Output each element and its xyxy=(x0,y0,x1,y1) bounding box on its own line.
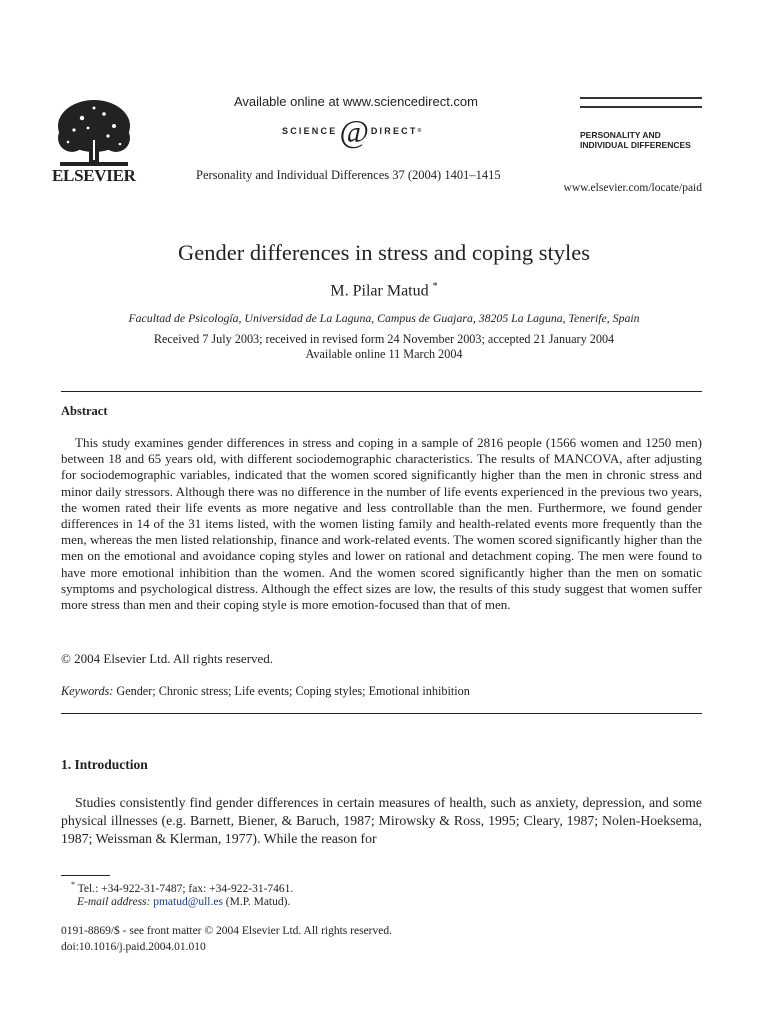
email-link[interactable]: pmatud@ull.es xyxy=(153,896,223,908)
journal-rule-top xyxy=(580,97,702,99)
journal-name-line2: INDIVIDUAL DIFFERENCES xyxy=(580,140,691,150)
footnote-mark: * xyxy=(71,880,75,889)
sciencedirect-logo xyxy=(282,113,422,149)
section-heading-introduction: 1. Introduction xyxy=(61,757,148,772)
publisher-wordmark: ELSEVIER xyxy=(52,166,136,185)
abstract-text: This study examines gender differences in stress and coping in a sample of 2816 people (1566 women and 1250 men) between 18 and 65 years old, with different sociodemographic characteristics. The results of MANCOVA, after adjusting for sociodemographic variables, indicated that the women scored significantly higher than the men in chronic stress and minor daily stressors. Although there was no difference in the number of life events experienced in the previous two years, the women rated their life events as more negative and less controllable than the men. Furthermore, we found gender differences in 14 of the 31 items listed, with the women listing family and health-related events more frequently than the men, whereas the men listed relationship, finance and work-related events. The women scored significantly higher than the men on the emotional and avoidance coping styles and lower on rational and detachment coping. The men were found to have more emotional inhibition than the women. And the women scored significantly higher than the men on somatic symptoms and psychological distress. Although the effect sizes are low, the results of this study suggest that women suffer more stress than men and their coping style is more emotion-focused than that of men. xyxy=(61,435,702,613)
journal-url-link[interactable]: www.elsevier.com/locate/paid xyxy=(563,182,702,194)
abstract-heading: Abstract xyxy=(61,404,108,418)
footnote-email xyxy=(77,896,290,908)
abstract-copyright: © 2004 Elsevier Ltd. All rights reserved. xyxy=(61,651,274,666)
abstract-bottom-rule xyxy=(61,713,702,714)
author-footnote-mark[interactable]: * xyxy=(432,281,438,292)
author-name xyxy=(0,281,768,300)
keywords-label: Keywords: xyxy=(61,684,114,698)
footnote-contact xyxy=(71,880,293,895)
journal-name xyxy=(580,130,691,150)
issn-line: 0191-8869/$ - see front matter © 2004 Elsevier Ltd. All rights reserved. xyxy=(61,925,392,937)
available-date: Available online 11 March 2004 xyxy=(305,347,463,361)
article-title: Gender differences in stress and coping styles xyxy=(178,240,590,265)
email-suffix: (M.P. Matud). xyxy=(225,896,291,908)
footnote-tel: Tel.: +34-922-31-7487; fax: +34-922-31-7461. xyxy=(77,882,294,895)
registered-mark: ® xyxy=(417,128,422,134)
journal-rule-bottom xyxy=(580,106,702,108)
footnote-rule xyxy=(61,875,110,876)
received-dates: Received 7 July 2003; received in revised form 24 November 2003; accepted 21 January 2004 xyxy=(153,332,615,346)
email-label: E-mail address: xyxy=(77,896,151,908)
available-online-link[interactable]: Available online at www.sciencedirect.com xyxy=(234,94,478,109)
abstract-top-rule xyxy=(61,391,702,392)
introduction-text: Studies consistently find gender differences in certain measures of health, such as anxiety, depression, and some physical illnesses (e.g. Barnett, Biener, & Baruch, 1987; Mirowsky & Ross, 1995; Cleary, 1987; Nolen-Hoeksema, 1987; Weissman & Klerman, 1977). While the reason for xyxy=(61,795,702,846)
sciencedirect-logo-left: SCIENCE xyxy=(282,126,338,136)
affiliation: Facultad de Psicología, Universidad de La Laguna, Campus de Guajara, 38205 La Laguna, Tenerife, Spain xyxy=(128,311,640,325)
doi-link[interactable]: doi:10.1016/j.paid.2004.01.010 xyxy=(61,941,206,953)
keywords xyxy=(61,684,470,699)
journal-citation: Personality and Individual Differences 37 (2004) 1401–1415 xyxy=(196,168,501,182)
journal-name-line1: PERSONALITY AND xyxy=(580,130,661,140)
author-name-text: M. Pilar Matud xyxy=(330,282,429,300)
article-dates xyxy=(0,332,768,362)
sciencedirect-logo-right: DIRECT xyxy=(370,126,418,136)
sciencedirect-at-icon: @ xyxy=(339,113,369,149)
keywords-list: Gender; Chronic stress; Life events; Coping styles; Emotional inhibition xyxy=(116,684,470,698)
